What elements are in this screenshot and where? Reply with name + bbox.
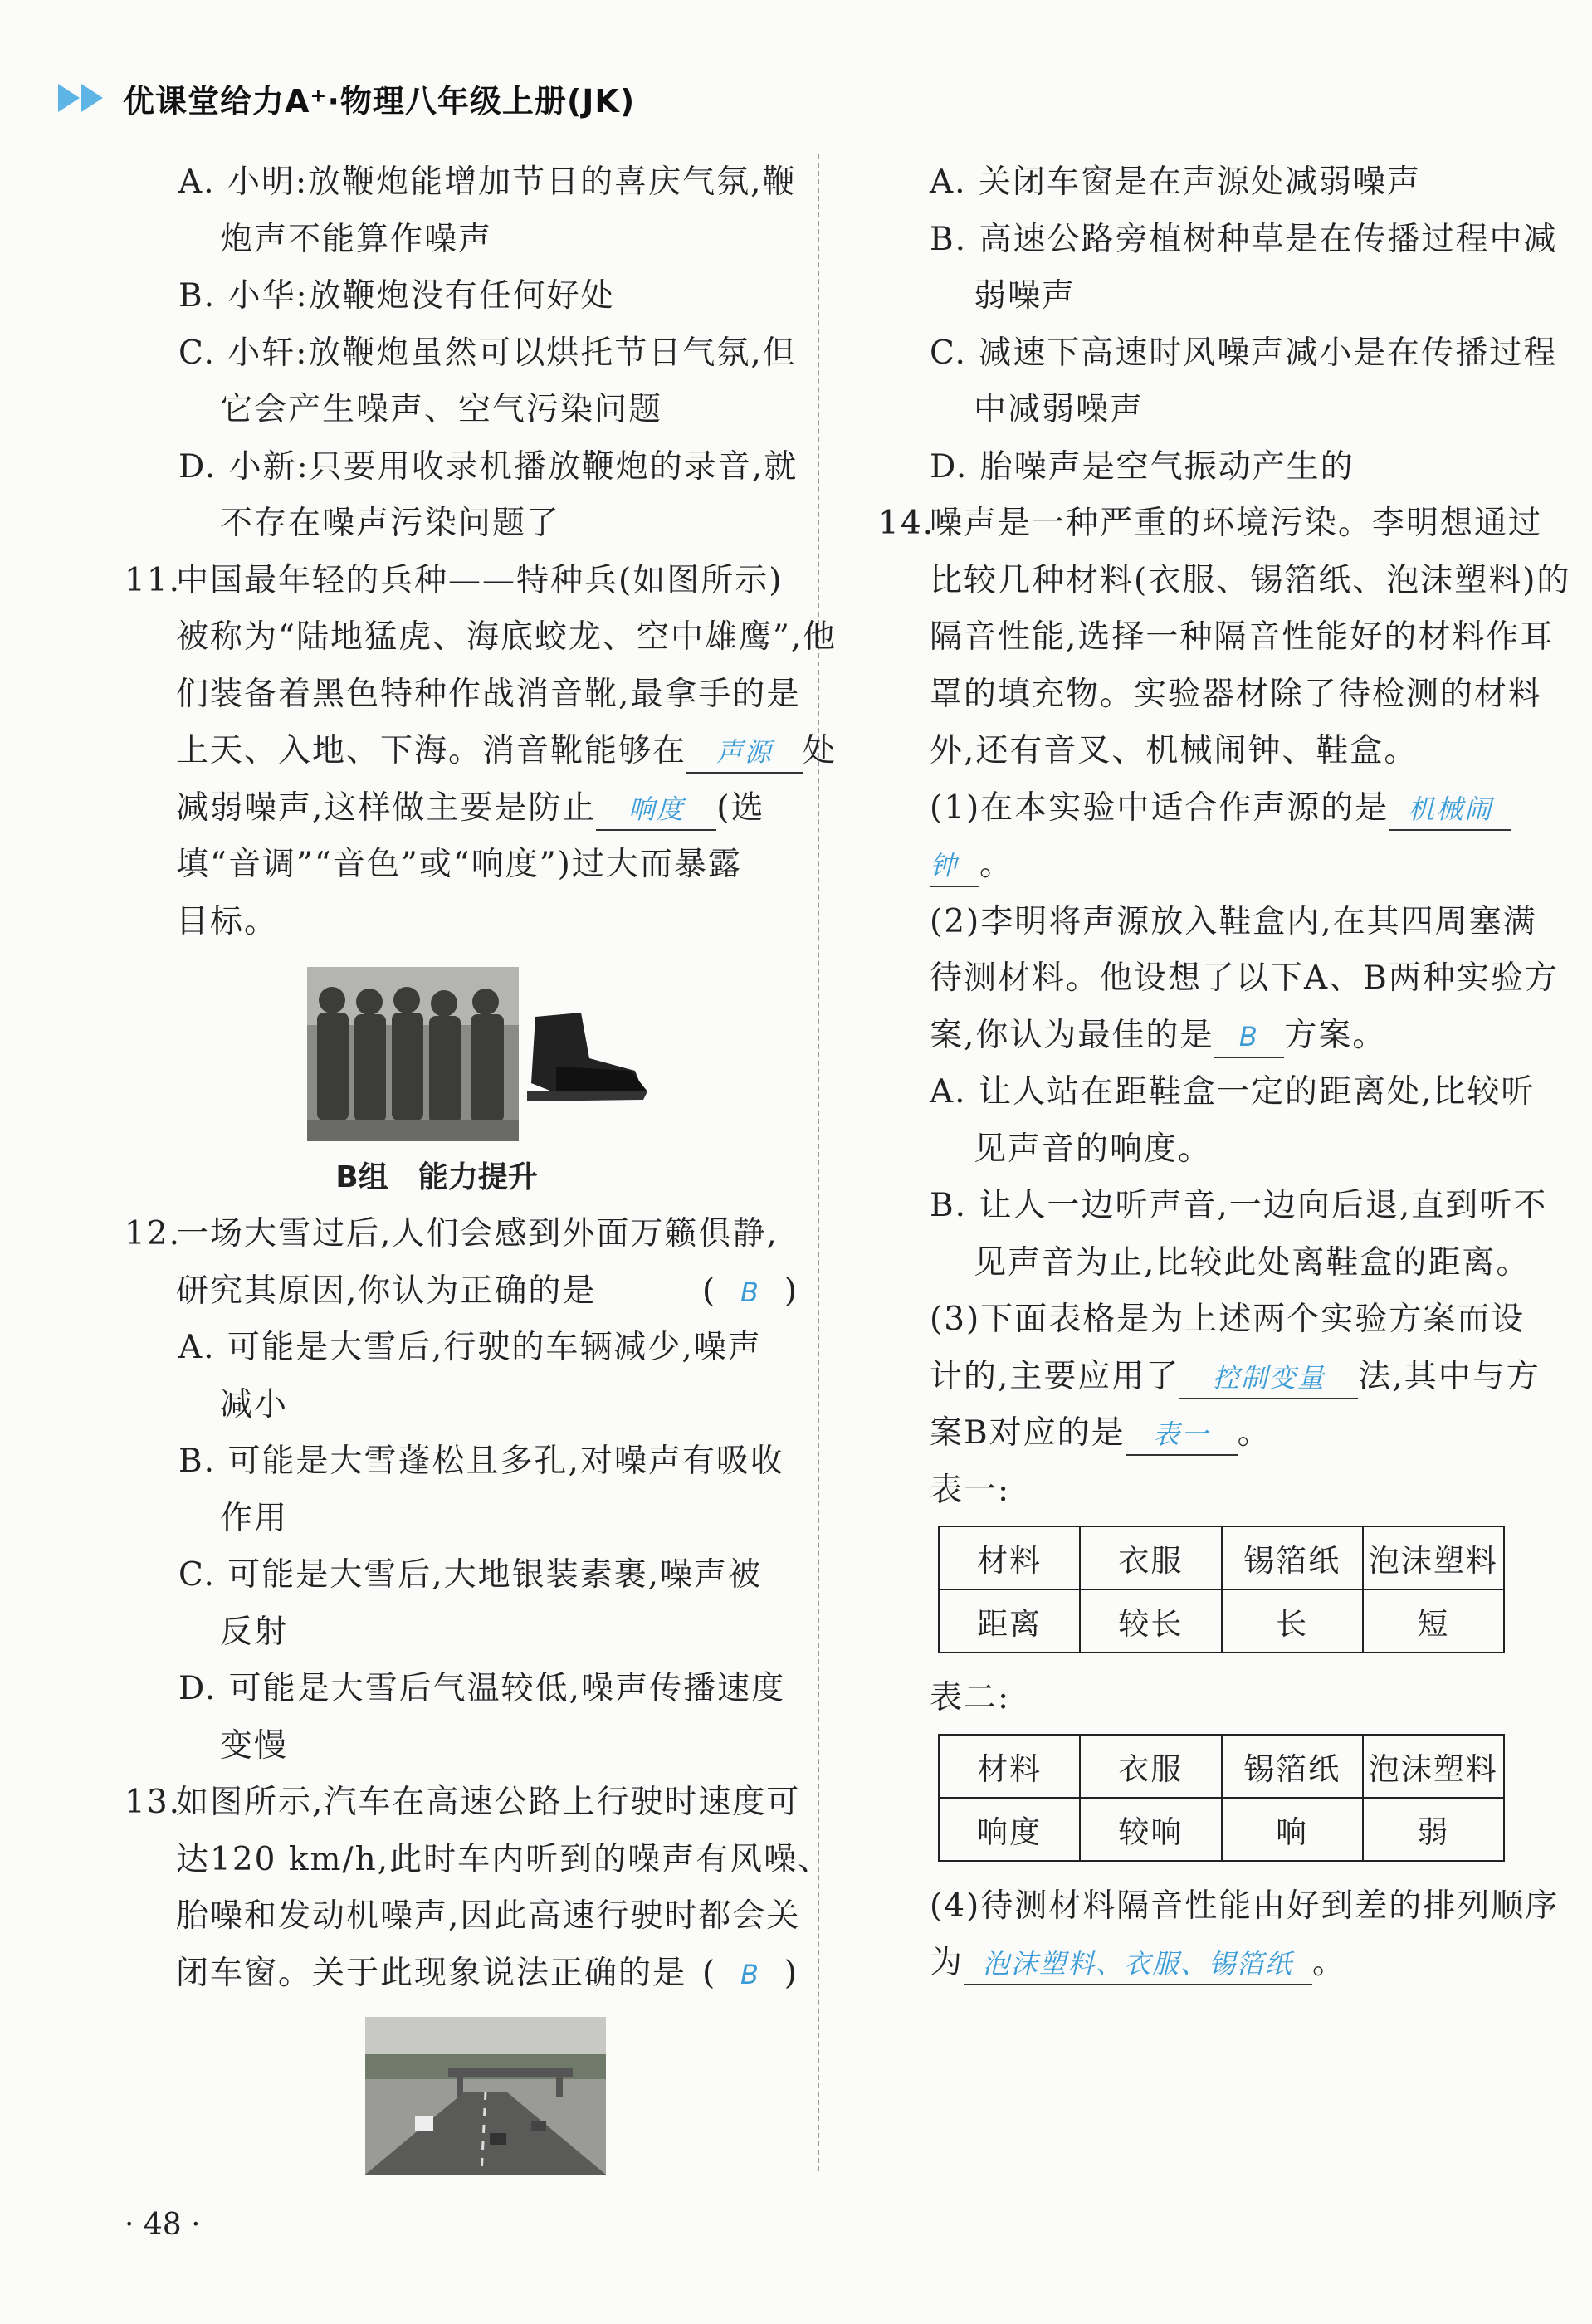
- text-line: 被称为“陆地猛虎、海底蛟龙、空中雄鹰”,他: [176, 618, 838, 656]
- option-line: B. 可能是大雪蓬松且多孔,对噪声有吸收: [178, 1443, 784, 1480]
- question-number: 11.: [125, 561, 182, 599]
- table-cell: 锡箔纸: [1222, 1526, 1363, 1589]
- text-line: 一场大雪过后,人们会感到外面万籁俱静,: [176, 1215, 779, 1252]
- option-line-cont: 中减弱噪声: [974, 391, 1145, 428]
- table-cell: 较长: [1080, 1589, 1221, 1653]
- option-line-cont: 炮声不能算作噪声: [220, 220, 493, 258]
- option-line: B. 高速公路旁植树种草是在传播过程中减: [930, 220, 1558, 258]
- table-cell: 距离: [939, 1589, 1080, 1653]
- table-cell: 长: [1222, 1589, 1363, 1653]
- question-number: 13.: [125, 1784, 182, 1821]
- option-line: B. 小华:放鞭炮没有任何好处: [178, 277, 615, 315]
- table-row: [939, 1735, 1504, 1798]
- arrow-icon: [58, 84, 105, 112]
- table-row: [939, 1589, 1504, 1653]
- answer-blank: [964, 1943, 1312, 1985]
- table-cell: 衣服: [1080, 1526, 1221, 1589]
- page-header: [58, 73, 635, 123]
- option-line: C. 可能是大雪后,大地银装素裹,噪声被: [178, 1556, 763, 1594]
- text-line: 减弱噪声,这样做主要是防止: [176, 788, 597, 827]
- special-forces-photo: [307, 967, 656, 1141]
- text-line: (2)李明将声源放入鞋盒内,在其四周塞满: [930, 902, 1537, 940]
- page-number: · 48 ·: [125, 2208, 201, 2242]
- question-14: [878, 496, 1571, 1992]
- text-line: (3)下面表格是为上述两个实验方案而设: [930, 1301, 1526, 1338]
- option-line: A. 关闭车窗是在声源处减弱噪声: [930, 164, 1421, 201]
- q12-options: [125, 1320, 798, 1775]
- table-cell: 弱: [1363, 1798, 1504, 1861]
- answer-text: 声源: [716, 736, 774, 768]
- table-cell: 响: [1222, 1798, 1363, 1861]
- text-line: (4)待测材料隔音性能由好到差的排列顺序: [930, 1887, 1560, 1925]
- text-line: 中国最年轻的兵种——特种兵(如图所示): [176, 561, 784, 599]
- answer-parens: ( B ): [702, 1954, 798, 1992]
- option-line-cont: 作用: [220, 1499, 289, 1537]
- question-12: [125, 1206, 798, 1775]
- answer-blank: [686, 731, 803, 774]
- answer-blank: [596, 788, 716, 831]
- text-line: 胎噪和发动机噪声,因此高速行驶时都会关: [176, 1897, 801, 1935]
- text-line: 上天、入地、下海。消音靴能够在: [176, 732, 687, 769]
- text-line: 如图所示,汽车在高速公路上行驶时速度可: [176, 1784, 801, 1821]
- question-number: 14.: [878, 505, 935, 542]
- answer-blank: [1179, 1357, 1358, 1399]
- text-line: 达120 km/h,此时车内听到的噪声有风噪、: [176, 1840, 833, 1878]
- q13-options: [878, 154, 1558, 496]
- option-line-cont: 反射: [220, 1613, 289, 1651]
- text-line: 。: [1312, 1944, 1347, 1981]
- option-line: C. 小轩:放鞭炮虽然可以烘托节日气氛,但: [178, 334, 797, 372]
- answer-text: 响度: [628, 793, 685, 825]
- table-label: 表二:: [930, 1679, 1011, 1716]
- option-line: A. 可能是大雪后,行驶的车辆减少,噪声: [178, 1329, 762, 1366]
- option-line: D. 可能是大雪后气温较低,噪声传播速度: [178, 1670, 786, 1707]
- text-line: 法,其中与方: [1358, 1357, 1541, 1395]
- option-line-cont: 弱噪声: [974, 277, 1077, 315]
- option-line-cont: 不存在噪声污染问题了: [220, 505, 561, 542]
- text-line: 。: [1237, 1414, 1272, 1452]
- answer-text: B: [740, 1276, 760, 1308]
- highway-photo: [365, 2017, 606, 2175]
- text-line: 外,还有音叉、机械闹钟、鞋盒。: [930, 732, 1419, 769]
- option-line-cont: 它会产生噪声、空气污染问题: [220, 391, 663, 428]
- text-line: 案,你认为最佳的是: [930, 1016, 1214, 1054]
- table-two: [938, 1734, 1505, 1862]
- table-cell: 短: [1363, 1589, 1504, 1653]
- section-heading: B组 能力提升: [335, 1160, 538, 1194]
- text-line: 噪声是一种严重的环境污染。李明想通过: [930, 505, 1543, 542]
- text-line: 填“音调”“音色”或“响度”)过大而暴露: [176, 846, 742, 883]
- answer-text: B: [1238, 1020, 1259, 1052]
- table-cell: 泡沫塑料: [1363, 1526, 1504, 1589]
- text-line: 比较几种材料(衣服、锡箔纸、泡沫塑料)的: [930, 561, 1571, 599]
- text-line: (1)在本实验中适合作声源的是: [930, 788, 1389, 827]
- text-line: 罩的填充物。实验器材除了待检测的材料: [930, 675, 1543, 713]
- table-cell: 较响: [1080, 1798, 1221, 1861]
- table-cell: 泡沫塑料: [1363, 1735, 1504, 1798]
- answer-text: 表一: [1153, 1418, 1210, 1450]
- option-a-cont: 见声音的响度。: [974, 1130, 1213, 1168]
- answer-text: B: [740, 1958, 760, 1990]
- text-line: 目标。: [176, 902, 279, 940]
- text-line: 闭车窗。关于此现象说法正确的是: [176, 1954, 687, 1992]
- text-line: 计的,主要应用了: [930, 1357, 1180, 1395]
- answer-parens: ( B ): [702, 1272, 798, 1310]
- header-title: 优课堂给力A⁺·物理八年级上册(JK): [123, 82, 636, 120]
- answer-text: 泡沫塑料、衣服、锡箔纸: [983, 1948, 1294, 1980]
- text-line: 研究其原因,你认为正确的是: [176, 1272, 597, 1310]
- option-line: C. 减速下高速时风噪声减小是在传播过程: [930, 334, 1558, 372]
- left-column: [125, 154, 838, 2175]
- option-line-cont: 变慢: [220, 1726, 289, 1765]
- table-row: [939, 1798, 1504, 1861]
- text-line: 方案。: [1284, 1016, 1387, 1054]
- text-line: 。: [979, 846, 1014, 883]
- text-line: 案B对应的是: [930, 1414, 1126, 1452]
- text-line: 待测材料。他设想了以下A、B两种实验方: [930, 959, 1559, 997]
- text-line: (选: [716, 788, 765, 827]
- answer-text: 控制变量: [1212, 1361, 1326, 1394]
- table-cell: 材料: [939, 1526, 1080, 1589]
- table-cell: 衣服: [1080, 1735, 1221, 1798]
- answer-text: 钟: [930, 850, 959, 881]
- text-line: 们装备着黑色特种作战消音靴,最拿手的是: [176, 675, 801, 713]
- option-line: D. 小新:只要用收录机播放鞭炮的录音,就: [178, 447, 798, 486]
- question-number: 12.: [125, 1215, 182, 1252]
- right-column: [878, 154, 1571, 1992]
- answer-blank: [1214, 1016, 1284, 1058]
- table-cell: 材料: [939, 1735, 1080, 1798]
- option-line: A. 小明:放鞭炮能增加节日的喜庆气氛,鞭: [178, 164, 797, 201]
- text-line: 为: [930, 1944, 964, 1981]
- table-cell: 响度: [939, 1798, 1080, 1861]
- answer-blank: [930, 845, 979, 887]
- option-a: A. 让人站在距鞋盒一定的距离处,比较听: [930, 1073, 1536, 1111]
- text-line: 处: [803, 732, 838, 769]
- table-cell: 锡箔纸: [1222, 1735, 1363, 1798]
- text-line: 隔音性能,选择一种隔音性能好的材料作耳: [930, 618, 1555, 656]
- q10-options: [125, 154, 798, 553]
- table-one: [938, 1526, 1505, 1653]
- option-line-cont: 减小: [220, 1385, 289, 1423]
- answer-blank: [1389, 788, 1511, 831]
- question-11: [125, 553, 838, 951]
- option-line: D. 胎噪声是空气振动产生的: [930, 447, 1355, 486]
- answer-blank: [1126, 1413, 1238, 1456]
- option-b-cont: 见声音为止,比较此处离鞋盒的距离。: [974, 1243, 1531, 1282]
- table-row: [939, 1526, 1504, 1589]
- answer-text: 机械闹: [1408, 793, 1493, 825]
- question-13: [125, 1775, 833, 2002]
- table-label: 表一:: [930, 1471, 1011, 1509]
- option-b: B. 让人一边听声音,一边向后退,直到听不: [930, 1187, 1548, 1224]
